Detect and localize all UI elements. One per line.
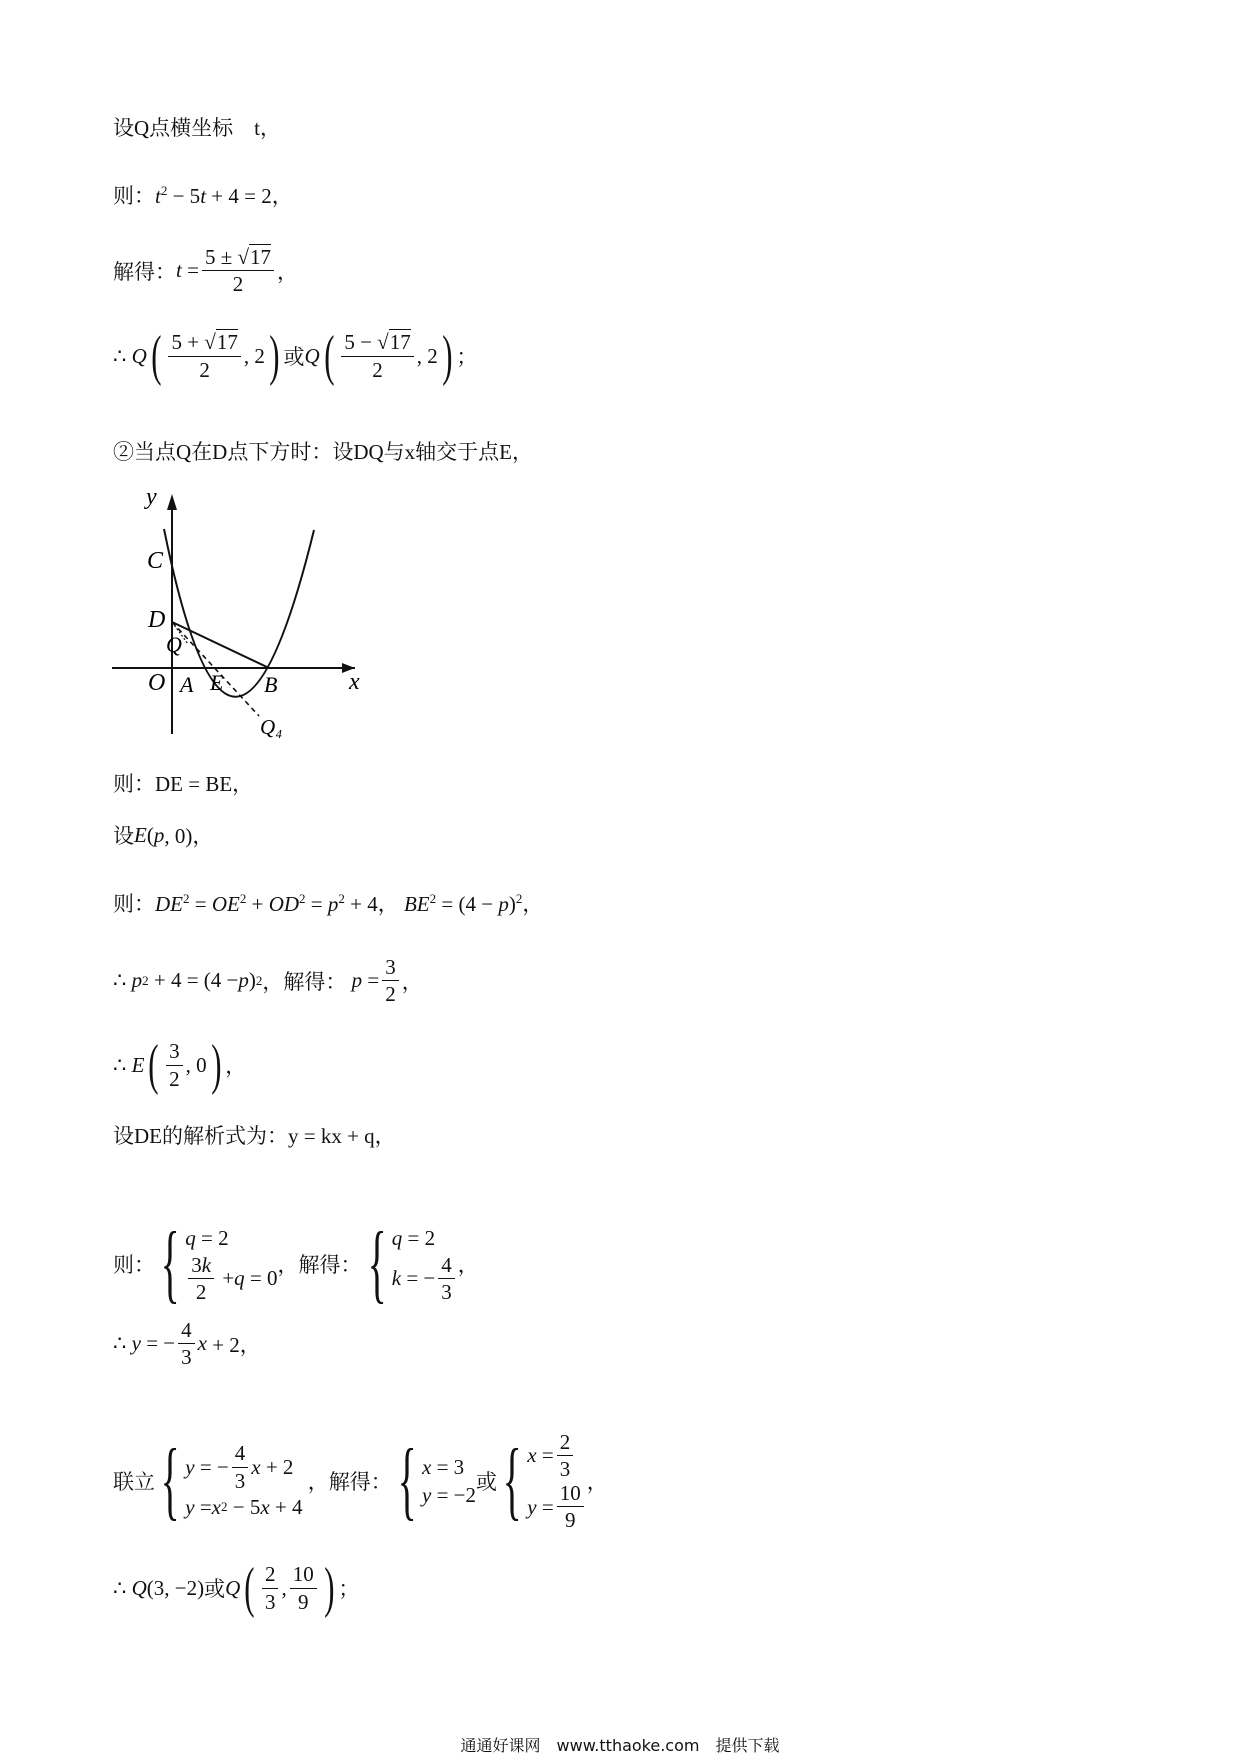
segment-db xyxy=(172,622,269,668)
label-b: B xyxy=(264,672,278,697)
text-line-3: 解得： t = $\frac{5 \pm √17}{2}$ ， xyxy=(113,245,298,297)
fraction: $\frac{5 \pm √17}{2}$ xyxy=(202,245,274,296)
equation: $DE^2 = OE^2 + OD^2 = p^2 + 4$， $BE^2 = (4 - p)^2$， xyxy=(155,891,544,916)
label-o: O xyxy=(148,670,166,696)
text-line-12: 则： { q = 2 $\frac{3k}{2}$ + q = 0 ，解得： { q = 2 k = − $\frac{4}{3}$ ， xyxy=(113,1215,479,1312)
label: ，解得： xyxy=(307,1470,392,1495)
text-line-13: ∴ y = − $\frac{4}{3}$ x + 2， xyxy=(113,1318,261,1370)
label-d: D xyxy=(148,607,166,633)
text-line-9: ∴ p 2 + 4 = (4 − p ) 2 ，解得： p = $\frac{3}{2}$ ， xyxy=(113,955,423,1007)
parabola-figure xyxy=(112,484,368,740)
label: 联立 xyxy=(113,1470,155,1495)
label-e: E xyxy=(210,670,224,695)
text-line-11: 设DE的解析式为：y = kx + q， xyxy=(113,1124,396,1148)
label: 解得： xyxy=(113,259,176,284)
equation: $t^2 - 5t + 4 = 2$， xyxy=(155,183,293,208)
equation-system-4: { x = 3 y = −2 xyxy=(397,1432,477,1530)
footer-text: 通通好课网 www.tthaoke.com 提供下载 xyxy=(460,1736,780,1755)
label: ，解得： xyxy=(262,969,347,994)
equation-system-5: { x = $\frac{2}{3}$ y = $\frac{10}{9}$ xyxy=(497,1430,587,1533)
equation-system-1: { q = 2 $\frac{3k}{2}$ + q = 0 xyxy=(160,1215,278,1312)
text-line-14: 联立 { y = − $\frac{4}{3}$ x + 2 y = x 2 − 5 x + 4 ，解得： { x = 3 y = −2 或 { x = $\frac{2}{3}$ y = $\frac{10}{9}$ ， xyxy=(113,1430,608,1533)
label-c: C xyxy=(147,548,164,574)
label-a: A xyxy=(180,672,194,697)
label: 则： xyxy=(113,1253,155,1277)
label: 则： xyxy=(113,892,155,916)
text-line-10: ∴ E ( $\frac{3}{2}$ , 0 ) ， xyxy=(113,1034,247,1096)
text-line-4: ∴ Q ( $\frac{5 + √17}{2}$ , 2 ) 或 Q ( $\frac{5 - √17}{2}$ , 2 ) ； xyxy=(113,325,478,387)
y-axis-arrow xyxy=(167,494,177,510)
or-text: 或 xyxy=(204,1577,226,1601)
label-x: x xyxy=(349,669,360,695)
or-text: 或 xyxy=(476,1470,498,1495)
label: ，解得： xyxy=(277,1253,362,1277)
equation-system-3: { y = − $\frac{4}{3}$ x + 2 y = x 2 − 5 x + 4 xyxy=(160,1432,303,1530)
text-line-1: 设Q点横坐标 t， xyxy=(113,116,281,140)
label: 则： xyxy=(113,184,155,208)
text-line-7: 设 E ( p , 0)， xyxy=(113,820,213,850)
label: 设 xyxy=(113,824,134,848)
text-line-15: ∴ Q (3, −2) 或 Q ( $\frac{2}{3}$ , $\frac{10}{9}$ ) ； xyxy=(113,1557,360,1619)
text-line-8 xyxy=(113,888,543,918)
equation-system-2: { q = 2 k = − $\frac{4}{3}$ xyxy=(362,1220,458,1308)
text-line-2 xyxy=(113,180,293,210)
text-line-5: ②当点Q在D点下方时：设DQ与x轴交于点E， xyxy=(113,440,533,464)
label-q: Q xyxy=(166,632,182,657)
text-line-6: 则：DE = BE， xyxy=(113,772,254,796)
or-text: 或 xyxy=(283,345,305,369)
label-y: y xyxy=(146,484,157,510)
label-q4: Q₄ xyxy=(260,715,283,739)
